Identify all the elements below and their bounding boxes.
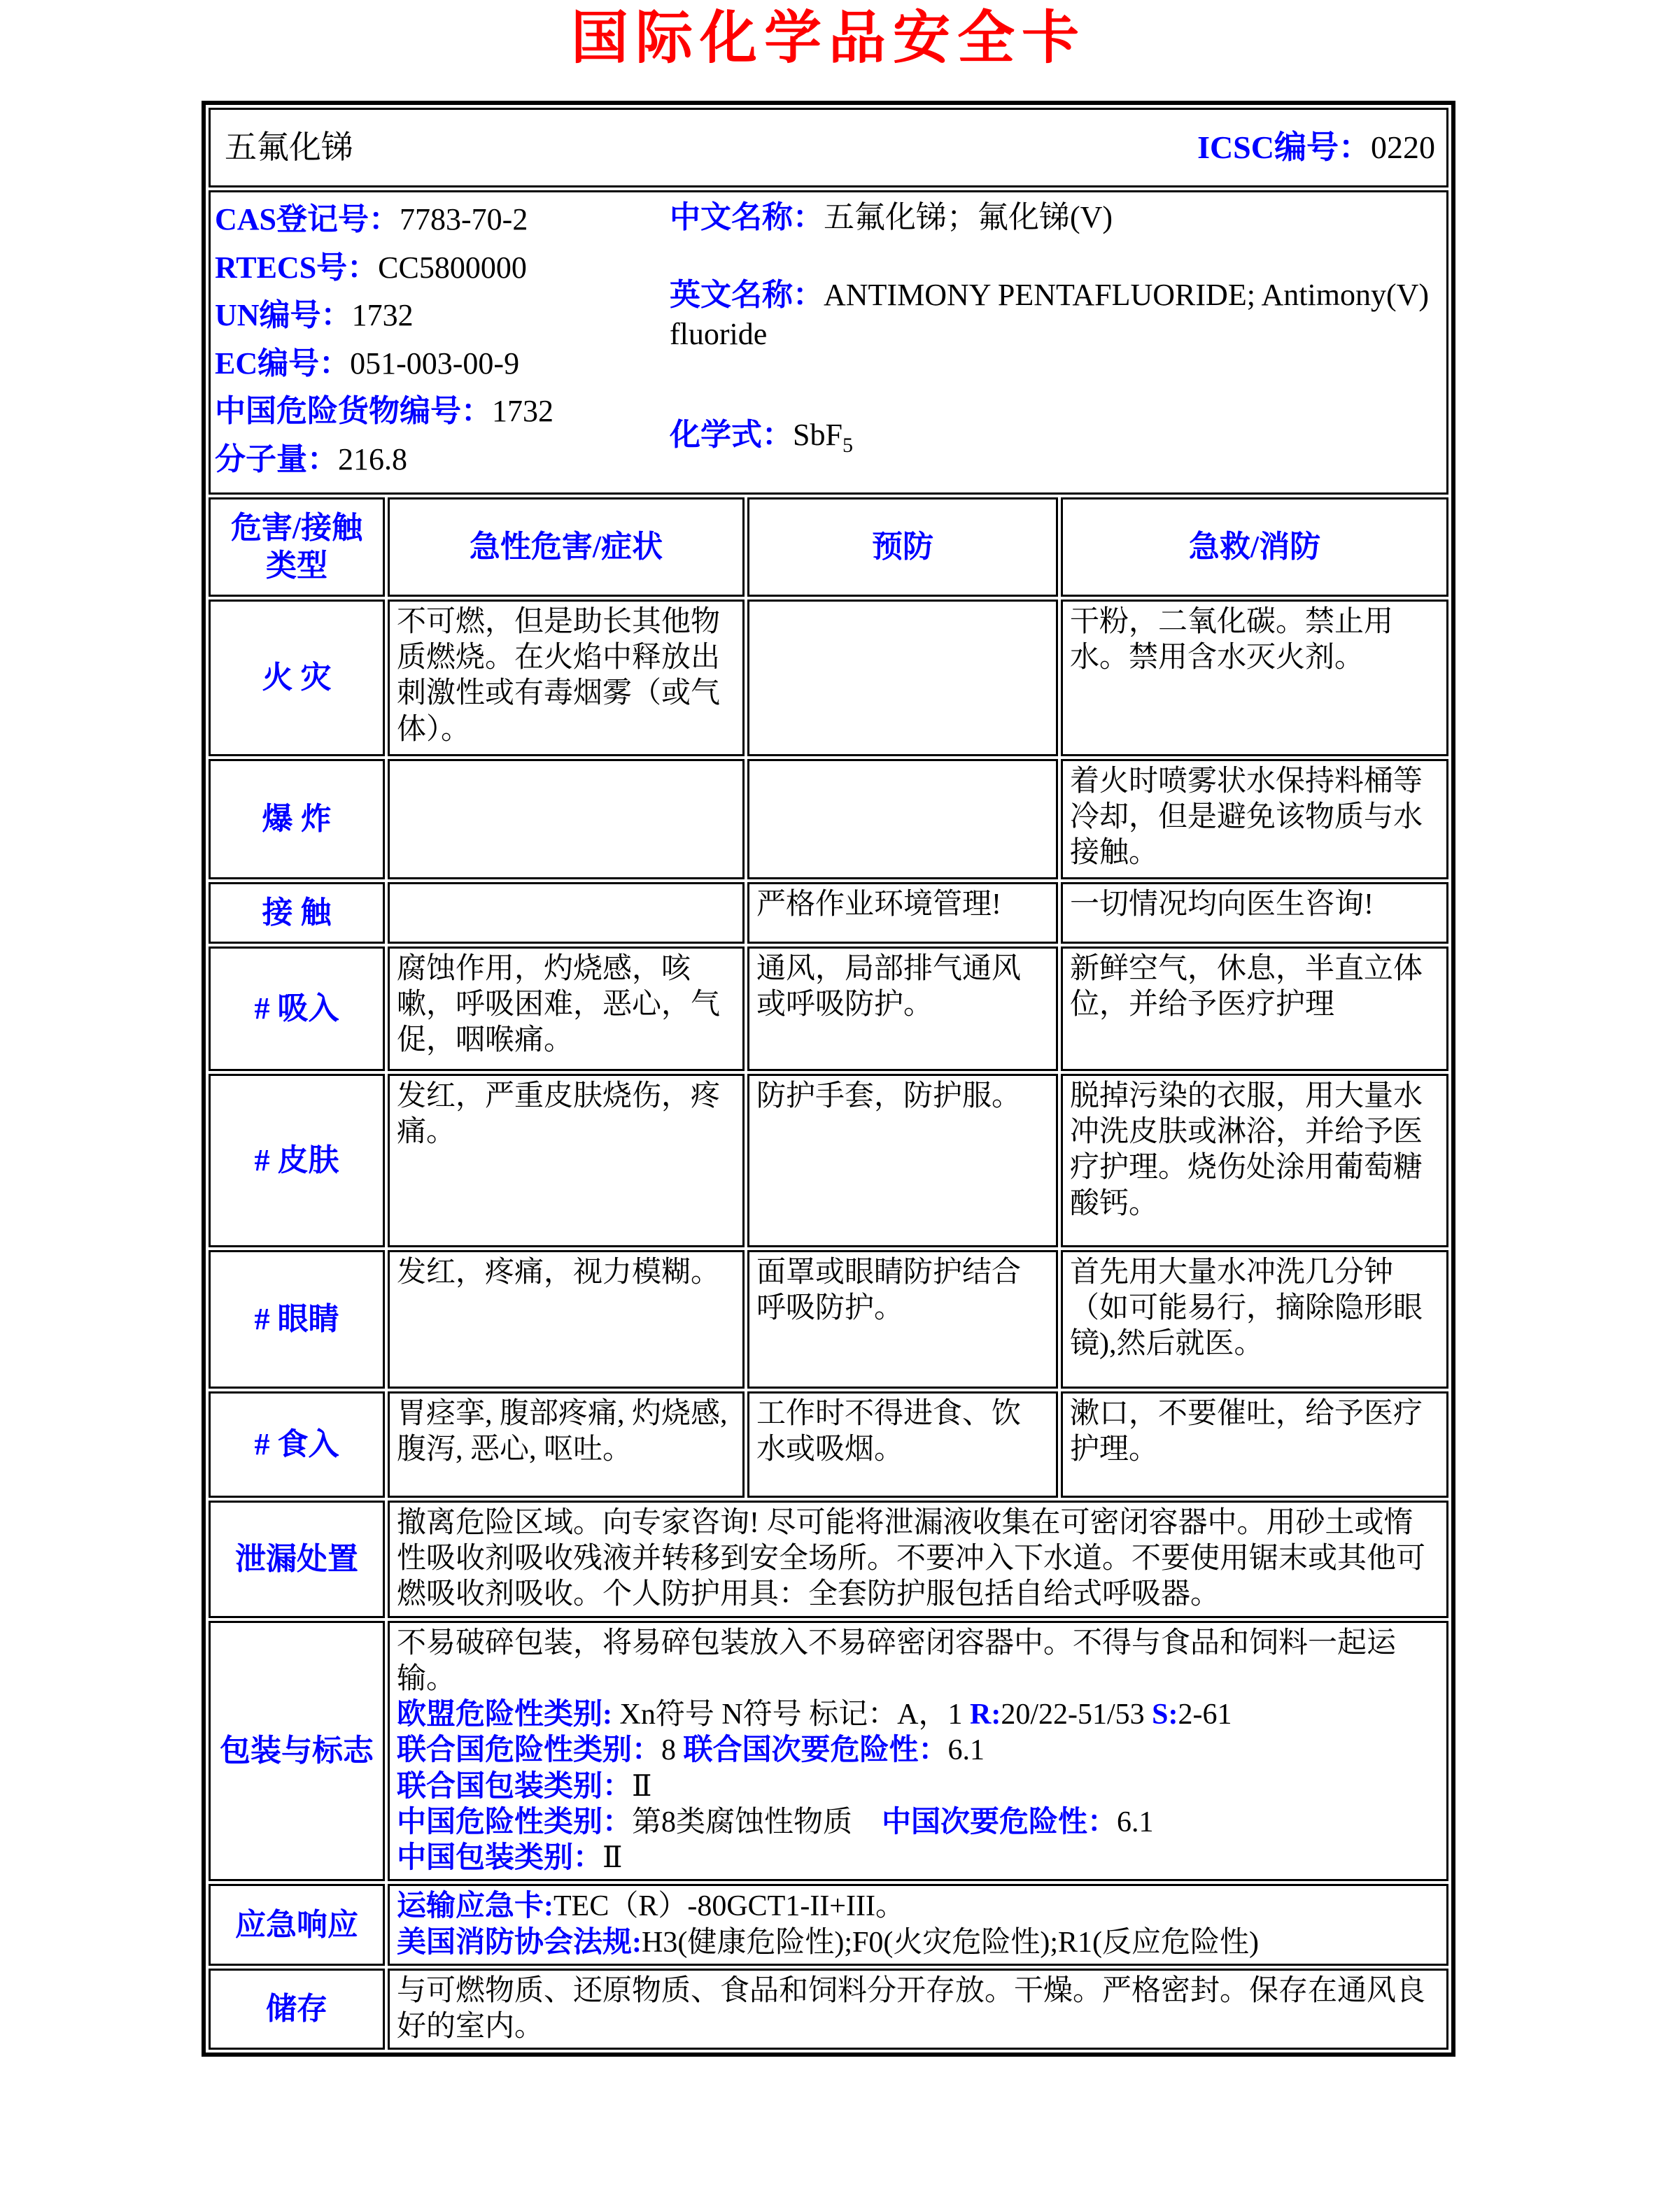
icsc-label: ICSC编号： xyxy=(1197,129,1371,166)
ec-number-line xyxy=(215,342,670,385)
cn-sub-risk-label: 中国次要危险性： xyxy=(882,1806,1117,1838)
ec-label: EC编号： xyxy=(215,346,351,381)
identifiers-cell xyxy=(209,190,1448,495)
storage-type-label: 储存 xyxy=(209,1969,385,2050)
row-explosion xyxy=(209,759,1448,879)
cn-sub-risk-value: 6.1 xyxy=(1117,1806,1154,1838)
cas-label: CAS登记号： xyxy=(215,202,400,237)
icsc-value: 0220 xyxy=(1371,129,1435,166)
un-value: 1732 xyxy=(351,298,414,333)
un-label: UN编号： xyxy=(215,298,352,333)
emergency-type-label: 应急响应 xyxy=(209,1884,385,1965)
row-spill xyxy=(209,1501,1448,1618)
s-phrase-label: S: xyxy=(1152,1699,1178,1731)
packaging-eu-class-line xyxy=(397,1697,1439,1733)
eyes-first-aid-cell: 首先用大量水冲洗几分钟（如可能易行，摘除隐形眼镜),然后就医。 xyxy=(1061,1250,1448,1389)
substance-header-row xyxy=(209,108,1448,187)
eyes-type-label: # 眼睛 xyxy=(209,1250,385,1389)
inhalation-type-label: # 吸入 xyxy=(209,947,385,1071)
spill-text-cell: 撤离危险区域。向专家咨询! 尽可能将泄漏液收集在可密闭容器中。用砂土或惰性吸收剂吸收残液并转移到安全场所。不要冲入下水道。不要使用锯末或其他可燃吸收剂吸收。个人防护用具：全套防护服包括自给式呼吸器。 xyxy=(388,1501,1448,1618)
r-phrase-value: 20/22-51/53 xyxy=(1001,1699,1152,1731)
storage-text-cell: 与可燃物质、还原物质、食品和饲料分开存放。干燥。严格密封。保存在通风良好的室内。 xyxy=(388,1969,1448,2050)
un-pack-group-value: Ⅱ xyxy=(632,1770,652,1803)
molecular-weight-line xyxy=(215,438,670,481)
name-list xyxy=(670,198,1442,485)
r-phrase-label: R: xyxy=(970,1699,1001,1731)
fire-prevention-cell xyxy=(747,600,1058,756)
ingestion-symptoms-cell: 胃痉挛, 腹部疼痛, 灼烧感, 腹泻, 恶心, 呕吐。 xyxy=(388,1391,745,1498)
ingestion-prevention-cell: 工作时不得进食、饮水或吸烟。 xyxy=(747,1391,1058,1498)
explosion-first-aid-cell: 着火时喷雾状水保持料桶等冷却，但是避免该物质与水接触。 xyxy=(1061,759,1448,879)
row-fire xyxy=(209,600,1448,756)
cn-name-value: 五氟化锑；氟化锑(V) xyxy=(824,200,1113,235)
contact-prevention-cell: 严格作业环境管理! xyxy=(747,882,1058,944)
substance-name: 五氟化锑 xyxy=(225,129,353,166)
ingestion-type-label: # 食入 xyxy=(209,1391,385,1498)
row-emergency xyxy=(209,1884,1448,1965)
icsc-number xyxy=(1197,128,1435,167)
header-first-aid: 急救/消防 xyxy=(1061,497,1448,597)
un-number-line xyxy=(215,294,670,337)
formula-label: 化学式： xyxy=(670,418,793,453)
inhalation-symptoms-cell: 腐蚀作用，灼烧感，咳嗽，呼吸困难，恶心，气促，咽喉痛。 xyxy=(388,947,745,1071)
packaging-un-class-line xyxy=(397,1733,1439,1768)
page-title: 国际化学品安全卡 xyxy=(570,6,1086,70)
packaging-text-cell xyxy=(388,1621,1448,1882)
packaging-un-pack-group-line xyxy=(397,1769,1439,1805)
fire-first-aid-cell: 干粉，二氧化碳。禁止用水。禁用含水灭火剂。 xyxy=(1061,600,1448,756)
un-sub-risk-label: 联合国次要危险性： xyxy=(683,1734,948,1767)
header-symptoms: 急性危害/症状 xyxy=(388,497,745,597)
ingestion-first-aid-cell: 漱口，不要催吐，给予医疗护理。 xyxy=(1061,1391,1448,1498)
chinese-name-line xyxy=(670,198,1442,237)
explosion-type-label: 爆 炸 xyxy=(209,759,385,879)
row-eyes xyxy=(209,1250,1448,1389)
skin-type-label: # 皮肤 xyxy=(209,1074,385,1247)
tec-label: 运输应急卡 xyxy=(397,1890,544,1923)
rtecs-number-line xyxy=(215,246,670,290)
un-pack-group-label: 联合国包装类别： xyxy=(397,1770,633,1803)
fire-symptoms-cell: 不可燃，但是助长其他物质燃烧。在火焰中释放出刺激性或有毒烟雾（或气体）。 xyxy=(388,600,745,756)
rtecs-label: RTECS号： xyxy=(215,250,379,285)
row-inhalation xyxy=(209,947,1448,1071)
nfpa-value: H3(健康危险性);F0(火灾危险性);R1(反应危险性) xyxy=(642,1926,1259,1959)
substance-header-cell xyxy=(209,108,1448,187)
explosion-symptoms-cell xyxy=(388,759,745,879)
un-class-value: 8 xyxy=(661,1734,684,1767)
nfpa-colon: : xyxy=(632,1926,642,1959)
row-contact xyxy=(209,882,1448,944)
inhalation-first-aid-cell: 新鲜空气，休息，半直立体位，并给予医疗护理 xyxy=(1061,947,1448,1071)
packaging-transport-note: 不易破碎包装，将易碎包装放入不易碎密闭容器中。不得与食品和饲料一起运输。 xyxy=(397,1626,1397,1695)
identifier-list xyxy=(215,198,670,485)
row-packaging xyxy=(209,1621,1448,1882)
tec-colon: : xyxy=(544,1890,554,1923)
cn-name-label: 中文名称： xyxy=(670,200,824,235)
en-name-value: ANTIMONY PENTAFLUORIDE; Antimony(V) fluoride xyxy=(670,277,1430,351)
contact-first-aid-cell: 一切情况均向医生咨询! xyxy=(1061,882,1448,944)
fire-type-label: 火 灾 xyxy=(209,600,385,756)
cn-class-value: 第8类腐蚀性物质 xyxy=(632,1806,882,1838)
eu-class-value: Xn符号 N符号 标记：A，1 xyxy=(612,1699,970,1731)
row-skin xyxy=(209,1074,1448,1247)
emergency-text-cell xyxy=(388,1884,1448,1965)
transport-emergency-card-line xyxy=(397,1889,1439,1924)
skin-prevention-cell: 防护手套，防护服。 xyxy=(747,1074,1058,1247)
ec-value: 051-003-00-9 xyxy=(350,346,520,381)
eyes-prevention-cell: 面罩或眼睛防护结合呼吸防护。 xyxy=(747,1250,1058,1389)
identifiers-row xyxy=(209,190,1448,495)
row-ingestion xyxy=(209,1391,1448,1498)
skin-first-aid-cell: 脱掉污染的衣服，用大量水冲洗皮肤或淋浴，并给予医疗护理。烧伤处涂用葡萄糖酸钙。 xyxy=(1061,1074,1448,1247)
cas-number-line xyxy=(215,198,670,241)
explosion-prevention-cell xyxy=(747,759,1058,879)
tec-value: TEC（R）-80GCT1-II+III。 xyxy=(553,1890,905,1923)
contact-symptoms-cell xyxy=(388,882,745,944)
un-class-label: 联合国危险性类别： xyxy=(397,1734,662,1767)
header-hazard-type-line2: 类型 xyxy=(266,548,327,583)
mw-value: 216.8 xyxy=(338,441,407,476)
header-hazard-type xyxy=(209,497,385,597)
spill-type-label: 泄漏处置 xyxy=(209,1501,385,1618)
inhalation-prevention-cell: 通风，局部排气通风或呼吸防护。 xyxy=(747,947,1058,1071)
packaging-type-label: 包装与标志 xyxy=(209,1621,385,1882)
contact-type-label: 接 触 xyxy=(209,882,385,944)
mw-label: 分子量： xyxy=(215,441,338,476)
cn-class-label: 中国危险性类别： xyxy=(397,1806,633,1838)
packaging-cn-class-line xyxy=(397,1805,1439,1841)
packaging-cn-pack-group-line xyxy=(397,1841,1439,1876)
china-dg-value: 1732 xyxy=(492,394,553,429)
rtecs-value: CC5800000 xyxy=(378,250,527,285)
header-hazard-type-line1: 危害/接触 xyxy=(230,511,363,546)
cas-value: 7783-70-2 xyxy=(400,202,528,237)
china-dg-label: 中国危险货物编号： xyxy=(215,394,492,429)
formula-line xyxy=(670,416,1442,459)
skin-symptoms-cell: 发红，严重皮肤烧伤，疼痛。 xyxy=(388,1074,745,1247)
safety-card-table xyxy=(202,101,1455,2057)
eyes-symptoms-cell: 发红，疼痛，视力模糊。 xyxy=(388,1250,745,1389)
nfpa-label: 美国消防协会法规 xyxy=(397,1926,633,1959)
china-dangerous-goods-line xyxy=(215,390,670,433)
nfpa-line xyxy=(397,1925,1439,1961)
cn-pack-group-label: 中国包装类别： xyxy=(397,1842,603,1875)
en-name-label: 英文名称： xyxy=(670,277,824,312)
hazard-header-row xyxy=(209,497,1448,597)
eu-class-label: 欧盟危险性类别: xyxy=(397,1699,612,1731)
row-storage xyxy=(209,1969,1448,2050)
formula-subscript: 5 xyxy=(842,433,853,457)
cn-pack-group-value: Ⅱ xyxy=(602,1842,623,1875)
header-prevention: 预防 xyxy=(747,497,1058,597)
un-sub-risk-value: 6.1 xyxy=(947,1734,985,1767)
formula-base: SbF xyxy=(793,418,842,453)
english-name-line xyxy=(670,276,1442,355)
s-phrase-value: 2-61 xyxy=(1178,1699,1232,1731)
